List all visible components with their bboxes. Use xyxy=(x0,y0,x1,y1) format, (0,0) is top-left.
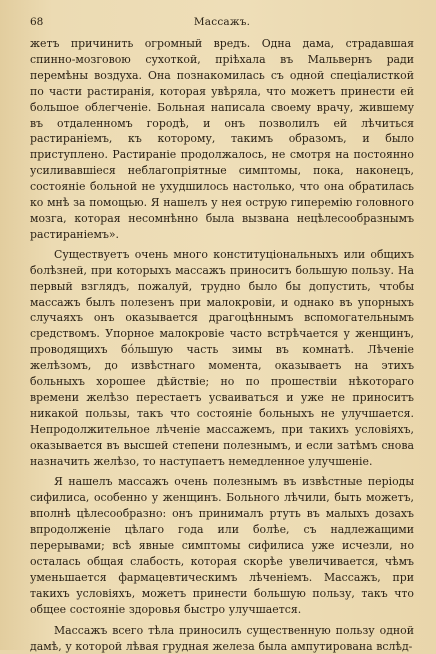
running-title: Массажъ. xyxy=(193,16,251,28)
body-text xyxy=(30,36,414,654)
paragraph-syphilis: Я нашелъ массажъ очень полезнымъ въ извѣстные періоды сифилиса, особенно у женщинъ. Больного лѣчили, быть можетъ, вполнѣ цѣлесообразно: онъ принималъ ртуть въ малыхъ дозахъ впродолженіе цѣлаго года или болѣе, съ надлежащими перерывами; всѣ явные симптомы сифилиса уже исчезли, но осталась общая слабость, которая скорѣе увеличивается, чѣмъ уменьшается фармацевтическимъ лѣченіемъ. Массажъ, при такихъ условіяхъ, можетъ принести большую пользу, такъ что общее состояніе здоровья быстро улучшается. xyxy=(30,475,414,616)
page-number: 68 xyxy=(30,16,44,28)
paragraph-continued: жетъ причинить огромный вредъ. Одна дама, страдавшая спинно-мозговою сухоткой, пріѣхала въ Мальвернъ ради перемѣны воздуха. Она познакомилась съ одной спеціалисткой по части растиранія, которая увѣряла, что можетъ принести ей большое облегченіе. Больная написала своему врачу, жившему въ отдаленномъ городѣ, и онъ позволилъ ей лѣчиться растираніемъ, къ которому, такимъ образомъ, и было приступлено. Растираніе продолжалось, не смотря на постоянно усиливавшіеся неблагопріятные симптомы, пока, наконецъ, состояніе больной не ухудшилось настолько, что она обратилась ко мнѣ за помощью. Я нашелъ у нея острую гиперемію головного мозга, которая несомнѣнно была вызвана нецѣлесообразнымъ растираніемъ». xyxy=(30,37,414,241)
paragraph-anemia: Существуетъ очень много конституціональныхъ или общихъ болѣзней, при которыхъ массажъ приноситъ большую пользу. На первый взглядъ, пожалуй, трудно было бы допустить, чтобы массажъ былъ полезенъ при малокровіи, и однако въ упорныхъ случаяхъ онъ оказывается драгоцѣннымъ вспомогательнымъ средствомъ. Упорное малокровіе часто встрѣчается у женщинъ, проводящихъ бóльшую часть зимы въ комнатѣ. Лѣченіе желѣзомъ, до извѣстнаго момента, оказываетъ на этихъ больныхъ хорошее дѣйствіе; но по прошествіи нѣкотораго времени желѣзо перестаетъ усваиваться и уже не приноситъ никакой пользы, такъ что состояніе больныхъ не улучшается. Непродолжительное лѣченіе массажемъ, при такихъ условіяхъ, оказывается въ высшей степени полезнымъ, и если затѣмъ снова назначить желѣзо, то наступаетъ немедленное улучшеніе. xyxy=(30,247,414,468)
paragraph-whole-body-massage: Массажъ всего тѣла приносилъ существенную пользу одной дамѣ, у которой лѣвая грудная железа была ампутирована вслѣд- xyxy=(30,623,414,653)
page-header xyxy=(30,14,414,30)
